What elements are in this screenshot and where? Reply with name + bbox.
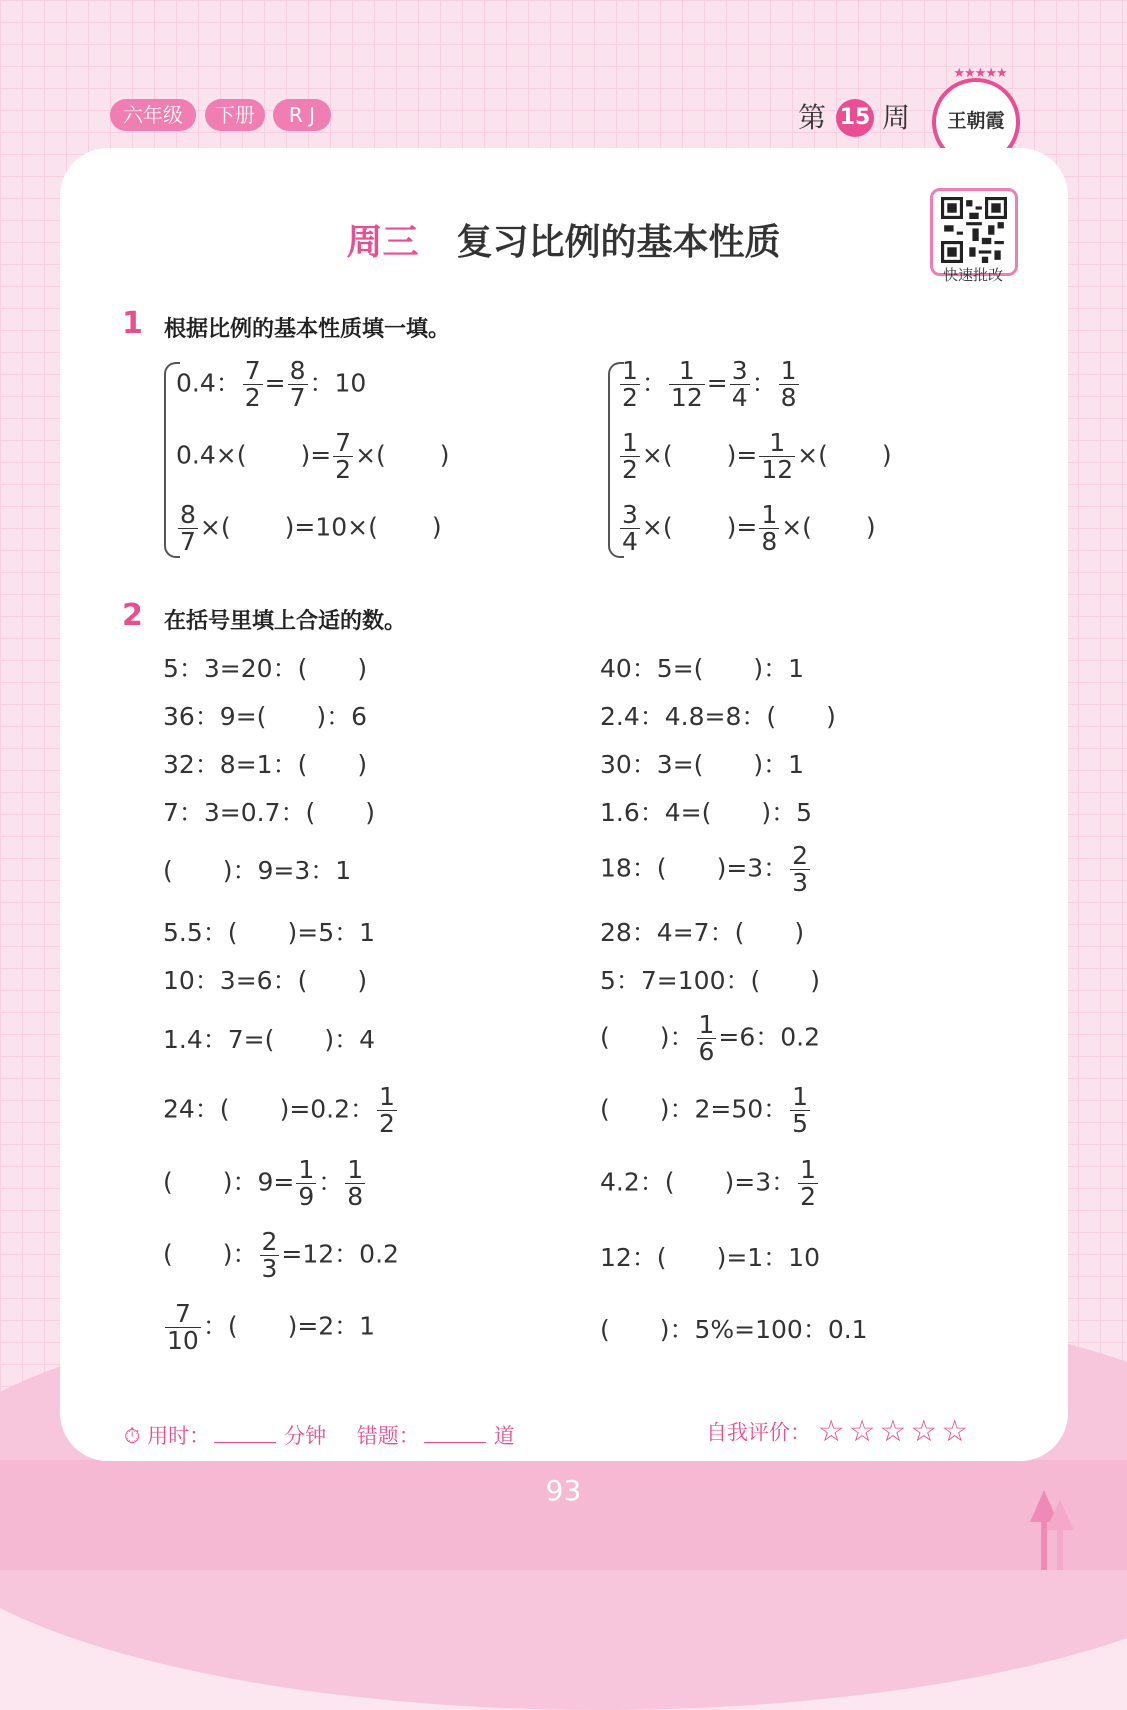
week-suffix: 周 — [882, 101, 911, 134]
q2-right-row-12[interactable]: ( )：5%=100：0.1 — [600, 1315, 868, 1344]
grade-pill: 六年级 — [110, 99, 196, 131]
question-2-number: 2 — [122, 598, 143, 633]
q2-right-row-2[interactable]: 2.4：4.8=8：( ) — [600, 702, 836, 731]
errors-label: 错题： — [356, 1424, 420, 1448]
q2-left-row-10[interactable]: ( )：9= $\frac{1}{9}$ ： $\frac{1}{8}$ — [163, 1155, 364, 1211]
q2-right-row-9[interactable]: ( )：2=50： $\frac{1}{5}$ — [600, 1082, 809, 1138]
question-1-number: 1 — [122, 306, 143, 341]
stopwatch-icon: ⏱ — [124, 1424, 141, 1448]
self-eval-label: 自我评价： — [706, 1420, 811, 1445]
badge-text: 王朝霞 — [947, 110, 1005, 132]
q2-left-row-7[interactable]: 10：3=6：( ) — [163, 966, 368, 995]
q2-right-row-3[interactable]: 30：3=( )：1 — [600, 750, 805, 779]
q2-left-row-3[interactable]: 32：8=1：( ) — [163, 750, 368, 779]
title-day: 周三 — [346, 222, 419, 263]
q2-left-row-4[interactable]: 7：3=0.7：( ) — [163, 798, 376, 827]
q2-left-row-9[interactable]: 24：( )=0.2： $\frac{1}{2}$ — [163, 1082, 395, 1138]
qr-label: 快速批改 — [942, 266, 1003, 284]
q2-left-row-8[interactable]: 1.4：7=( )：4 — [163, 1025, 376, 1054]
q2-left-row-11[interactable]: ( )： $\frac{2}{3}$ =12：0.2 — [163, 1227, 399, 1283]
time-blank[interactable] — [214, 1424, 276, 1443]
footer-time — [124, 1420, 515, 1450]
time-label: 用时： — [147, 1424, 211, 1448]
self-evaluation — [706, 1414, 978, 1449]
week-prefix: 第 — [798, 101, 827, 134]
q2-left-row-1[interactable]: 5：3=20：( ) — [163, 654, 368, 683]
question-2-text: 在括号里填上合适的数。 — [164, 609, 407, 634]
q1-right-row-1: $\frac{1}{2}$ ： $\frac{1}{12}$ = $\frac{3}{4}$ ： $\frac{1}{8}$ — [622, 356, 797, 412]
minutes-label: 分钟 — [284, 1424, 327, 1448]
page-title — [0, 214, 1127, 265]
errors-unit: 道 — [493, 1424, 515, 1448]
arrow-decoration-icon — [1030, 1490, 1076, 1570]
q1-left-row-1: 0.4： $\frac{7}{2}$ = $\frac{8}{7}$ ：10 — [176, 356, 367, 412]
q2-right-row-10[interactable]: 4.2：( )=3： $\frac{1}{2}$ — [600, 1155, 817, 1211]
page-number: 93 — [545, 1474, 582, 1507]
q2-left-row-2[interactable]: 36：9=( )：6 — [163, 702, 368, 731]
q1-left-row-3[interactable]: $\frac{8}{7}$ ×( )=10×( ) — [180, 500, 442, 556]
q1-left-row-2[interactable]: 0.4×( )= $\frac{7}{2}$ ×( ) — [176, 428, 450, 484]
question-1-text: 根据比例的基本性质填一填。 — [164, 317, 451, 342]
q2-left-row-12[interactable]: $\frac{7}{10}$ ：( )=2：1 — [167, 1299, 376, 1355]
q2-right-row-7[interactable]: 5：7=100：( ) — [600, 966, 820, 995]
badge-stars-icon: ★★★★★ — [953, 66, 1007, 81]
q2-right-row-11[interactable]: 12：( )=1：10 — [600, 1243, 820, 1272]
week-number: 15 — [836, 99, 874, 137]
errors-blank[interactable] — [424, 1424, 486, 1443]
q2-right-row-5[interactable]: 18：( )=3： $\frac{2}{3}$ — [600, 841, 809, 897]
q2-right-row-4[interactable]: 1.6：4=( )：5 — [600, 798, 813, 827]
q2-right-row-1[interactable]: 40：5=( )：1 — [600, 654, 805, 683]
q2-left-row-5[interactable]: ( )：9=3：1 — [163, 856, 352, 885]
q1-right-row-2[interactable]: $\frac{1}{2}$ ×( )= $\frac{1}{12}$ ×( ) — [622, 428, 892, 484]
edition-pill: R J — [273, 99, 331, 131]
q1-right-row-3[interactable]: $\frac{3}{4}$ ×( )= $\frac{1}{8}$ ×( ) — [622, 500, 876, 556]
q2-right-row-8[interactable]: ( )： $\frac{1}{6}$ =6：0.2 — [600, 1010, 821, 1066]
q2-left-row-6[interactable]: 5.5：( )=5：1 — [163, 918, 376, 947]
q2-right-row-6[interactable]: 28：4=7：( ) — [600, 918, 805, 947]
title-topic: 复习比例的基本性质 — [456, 222, 781, 263]
rating-stars[interactable]: ☆☆☆☆☆ — [817, 1414, 973, 1449]
volume-pill: 下册 — [205, 99, 265, 131]
